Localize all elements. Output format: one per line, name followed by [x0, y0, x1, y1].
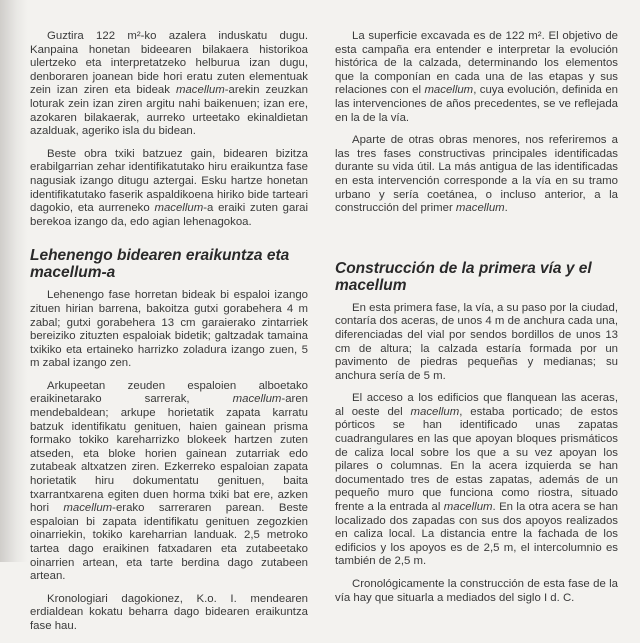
italic-term: macellum: [232, 393, 282, 406]
paragraph: [30, 30, 308, 139]
section-heading: Lehenengo bidearen eraikuntza eta macellum-a: [30, 247, 290, 282]
page-gutter-shadow: [0, 0, 28, 562]
paragraph: [335, 392, 618, 569]
text: Kronologiari dagokionez, K.o. I. mendearen erdialdean kokatu beharra dago bidearen eraikuntza fase hau.: [30, 592, 308, 632]
text: El acceso a los edificios que flanquean las aceras, al oeste del: [335, 392, 618, 418]
basque-column: [30, 30, 308, 643]
text: , cuya evolución, definida en las intervenciones de años precedentes, se ve reflejada en la de la vía.: [335, 84, 618, 124]
text: Arkupeetan zeuden espaloien alboetako eraikinetarako sarrerak,: [30, 379, 308, 406]
italic-term: macellum: [424, 84, 474, 97]
italic-term: macellum: [63, 502, 113, 515]
paragraph: [30, 289, 308, 371]
section-heading: Construcción de la primera vía y el macellum: [335, 259, 592, 294]
text: Beste obra txiki batzuez gain, bidearen bizitza erabilgarrian zehar identifikatutako hiru eraikuntza fase nagusiak izango ditugu aztergai. Esku hartze honetan identifikatutako faserik aspaldikoena hiriko bide tarteari dagokio, eta aurreneko: [30, 147, 308, 215]
text: .: [504, 202, 508, 215]
spanish-column: [335, 30, 618, 614]
text: Aparte de otras obras menores, nos referiremos a las tres fases constructivas principales identificadas durante su vida útil. La más antigua de las identificadas en esta intervención corresponde a la vía en su tramo urbano y sería coetánea, o incluso anterior, a la construcción del primer: [335, 134, 618, 215]
text: -aren mendebaldean; arkupe horietatik zapata karratu batzuk identifikatu genituen, haien gainean prisma formako tokiko kareharrizko blokeek hartzen zuten atseden, eta bloke horien gainean zutarriak edo zutabeak altxatzen ziren. Ezkerreko espaloian zapata horietatik hiru dokumentatu genituen, baita txarrantxarena egiten duen horma txiki bat ere, azken hori: [30, 393, 308, 515]
text: . En la otra acera se han localizado dos zapadas con sus dos apoyos realizados en caliza local. La distancia entre la fachada de los edificios y los apoyos es de 2,5 m, el intercolumnio es también de 2,5 m.: [335, 501, 618, 568]
text: Lehenengo fase horretan bideak bi espaloi izango zituen hirian barrena, bakoitza gutxi gorabehera 4 m zabal; gutxi gorabehera 13 cm garaierako zintarriek bereiziko zituzten espaloiak bidetik; galtzadak tamaina txikiko eta ertaineko harrizko zoladura izango zuen, 5 m zabal izango zen.: [30, 289, 308, 370]
text: Cronológicamente la construcción de esta fase de la vía hay que situarla a mediados del siglo I d. C.: [335, 578, 618, 604]
text: -arekin zeuzkan loturak zein izan ziren argitu nahi baikenuen; izan ere, azokaren bilakaerak, aurreko urteetako ekinaldietan azalduak, ageriko isla du bidean.: [30, 84, 308, 138]
paragraph: [335, 578, 618, 605]
paragraph: [335, 302, 618, 384]
italic-term: macellum: [455, 202, 505, 215]
paragraph: [30, 593, 308, 634]
text: En esta primera fase, la vía, a su paso por la ciudad, contaría dos aceras, de unos 4 m de anchura cada una, diferenciadas del vial por sendos bordillos de unos 13 cm de altura; la calzada estaría formada por un pavimento de piedras pequeñas y medianas; su anchura sería de 5 m.: [335, 301, 618, 382]
paragraph: [335, 134, 618, 216]
text: -a eraiki zuten garai berekoa izango da, edo agian lehenagokoa.: [30, 202, 308, 228]
paragraph: [30, 148, 308, 230]
text: -erako sarreraren parean. Beste espaloian bi zapata identifikatu genituen zegozkien oinarriekin, tokiko kareharrian landuak. 2,5 metroko tartea dago eraikinen fatxadaren eta zutabeetako oinarrien artean, eta tarte berdina dago zutabeen artean.: [30, 502, 308, 583]
italic-term: macellum: [154, 202, 204, 215]
italic-term: macellum: [175, 84, 225, 97]
text: , estaba porticado; de estos pórticos se han identificado unas zapatas cuadrangulares en las que apoyan bloques prismáticos de caliza local sobre los que a su vez apoyan los pilares o columnas. En la acera izquierda se han documentado tres de estas zapatas, además de un pequeño muro que funciona como riostra, situado frente a la entrada al: [335, 405, 618, 514]
italic-term: macellum: [410, 405, 460, 418]
text: La superficie excavada es de 122 m². El objetivo de esta campaña era entender e interpretar la evolución histórica de la calzada, determinando los elementos que la componían en cada una de las etapas y sus relaciones con el: [335, 30, 618, 97]
text: Guztira 122 m²-ko azalera induskatu dugu. Kanpaina honetan bideearen bilakaera historikoa ulertzeko eta interpretatzeko helburua izan dugu, denboraren joanean bide hori eratu zuten elementuak zein izan ziren eta bideak: [30, 30, 308, 97]
paragraph: [335, 30, 618, 125]
paragraph: [30, 380, 308, 584]
italic-term: macellum: [443, 501, 493, 514]
